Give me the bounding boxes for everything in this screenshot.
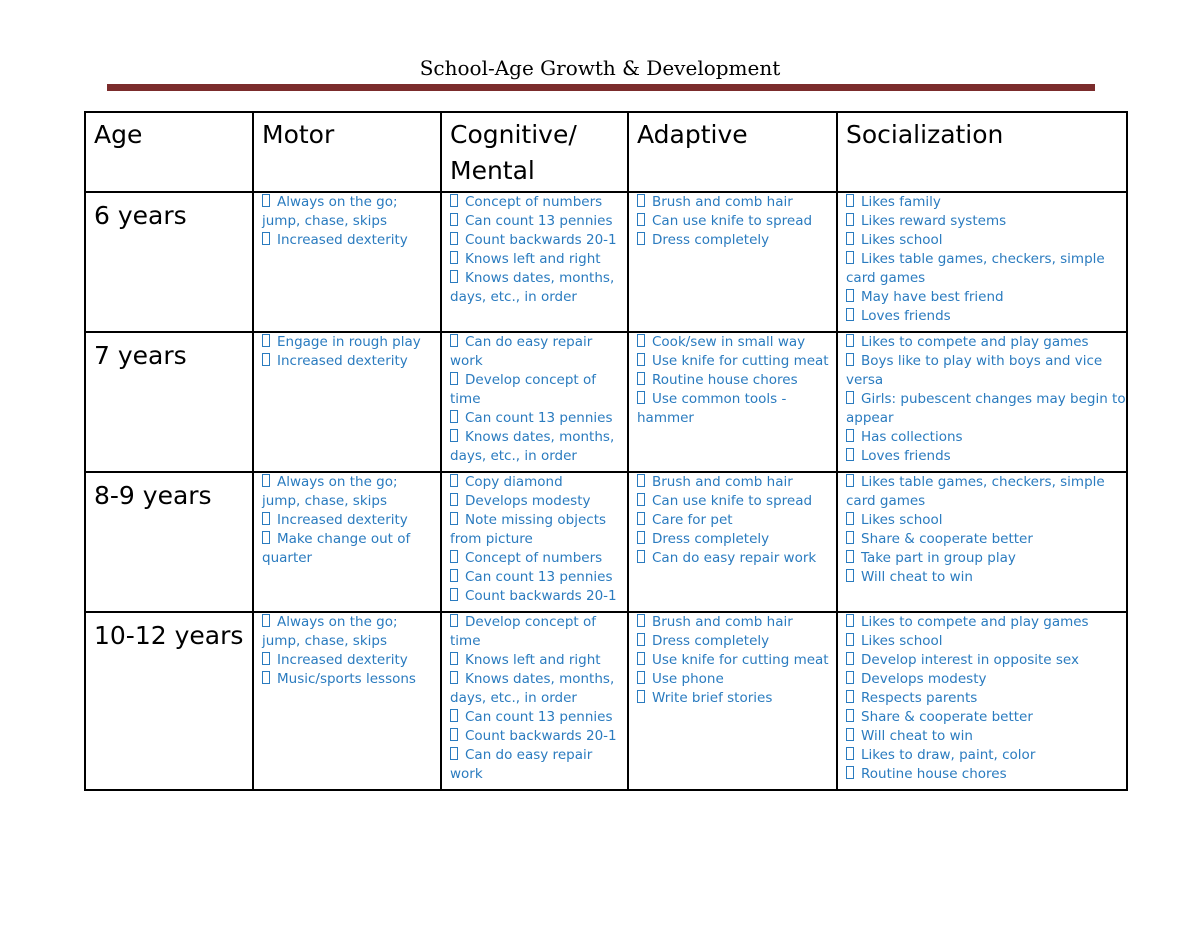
box-bullet-icon [637, 493, 645, 506]
list-item-text: Brush and comb hair [652, 194, 793, 210]
box-bullet-icon [450, 429, 458, 442]
box-bullet-icon [846, 251, 854, 264]
list-item-text: Likes table games, checkers, simple card games [846, 474, 1105, 509]
table-row [85, 472, 1127, 612]
box-bullet-icon [450, 550, 458, 563]
box-bullet-icon [262, 474, 270, 487]
list-item [846, 288, 1126, 307]
box-bullet-icon [846, 633, 854, 646]
box-bullet-icon [450, 232, 458, 245]
list-item [450, 746, 627, 784]
list-item-text: Routine house chores [652, 372, 798, 388]
box-bullet-icon [846, 512, 854, 525]
list-item-text: May have best friend [861, 289, 1004, 305]
box-bullet-icon [846, 391, 854, 404]
list-item [637, 333, 836, 352]
box-bullet-icon [846, 474, 854, 487]
box-bullet-icon [637, 391, 645, 404]
list-item [450, 651, 627, 670]
list-item-text: Routine house chores [861, 766, 1007, 782]
motor-cell [253, 332, 441, 472]
adaptive-cell [628, 192, 837, 332]
list-item [846, 651, 1126, 670]
list-item [846, 549, 1126, 568]
list-item [637, 352, 836, 371]
box-bullet-icon [846, 213, 854, 226]
list-item-text: Brush and comb hair [652, 474, 793, 490]
box-bullet-icon [846, 671, 854, 684]
list-item [637, 371, 836, 390]
list-item [846, 708, 1126, 727]
box-bullet-icon [450, 652, 458, 665]
box-bullet-icon [846, 531, 854, 544]
list-item-text: Respects parents [861, 690, 978, 706]
box-bullet-icon [450, 213, 458, 226]
list-item-text: Concept of numbers [465, 194, 603, 210]
socialization-cell [837, 472, 1127, 612]
box-bullet-icon [846, 448, 854, 461]
box-bullet-icon [846, 690, 854, 703]
box-bullet-icon [637, 652, 645, 665]
box-bullet-icon [846, 747, 854, 760]
age-cell: 7 years [85, 332, 253, 472]
list-item-text: Knows left and right [465, 652, 601, 668]
list-item [846, 250, 1126, 288]
list-item [637, 390, 836, 428]
box-bullet-icon [637, 334, 645, 347]
list-item [450, 492, 627, 511]
list-item [637, 651, 836, 670]
list-item-text: Count backwards 20-1 [465, 588, 617, 604]
list-item-text: Knows dates, months, days, etc., in order [450, 270, 615, 305]
list-item [846, 473, 1126, 511]
list-item [846, 428, 1126, 447]
list-item-text: Dress completely [652, 232, 770, 248]
box-bullet-icon [262, 194, 270, 207]
header-adaptive: Adaptive [628, 112, 837, 192]
list-item-text: Likes school [861, 512, 943, 528]
box-bullet-icon [846, 308, 854, 321]
list-item-text: Can count 13 pennies [465, 213, 613, 229]
list-item-text: Can do easy repair work [450, 747, 593, 782]
list-item [846, 670, 1126, 689]
list-item-text: Develops modesty [465, 493, 591, 509]
list-item [846, 333, 1126, 352]
list-item-text: Use common tools - hammer [637, 391, 787, 426]
box-bullet-icon [450, 474, 458, 487]
list-item-text: Likes reward systems [861, 213, 1007, 229]
list-item-text: Always on the go; jump, chase, skips [262, 194, 398, 229]
list-item-text: Can do easy repair work [652, 550, 817, 566]
box-bullet-icon [637, 232, 645, 245]
box-bullet-icon [450, 747, 458, 760]
adaptive-cell [628, 612, 837, 790]
box-bullet-icon [262, 614, 270, 627]
list-item-text: Likes to compete and play games [861, 334, 1089, 350]
cognitive-cell [441, 472, 628, 612]
box-bullet-icon [637, 372, 645, 385]
box-bullet-icon [846, 728, 854, 741]
list-item-text: Concept of numbers [465, 550, 603, 566]
list-item-text: Dress completely [652, 531, 770, 547]
list-item-text: Can count 13 pennies [465, 569, 613, 585]
list-item-text: Use phone [652, 671, 724, 687]
table-header-row [85, 112, 1127, 192]
adaptive-cell [628, 332, 837, 472]
box-bullet-icon [637, 633, 645, 646]
motor-cell [253, 612, 441, 790]
page-title: School-Age Growth & Development [419, 56, 781, 80]
list-item-text: Dress completely [652, 633, 770, 649]
motor-cell [253, 192, 441, 332]
header-cognitive: Cognitive/ Mental [441, 112, 628, 192]
box-bullet-icon [450, 709, 458, 722]
list-item-text: Share & cooperate better [861, 531, 1033, 547]
list-item [450, 212, 627, 231]
box-bullet-icon [846, 334, 854, 347]
list-item-text: Can use knife to spread [652, 213, 813, 229]
list-item-text: Brush and comb hair [652, 614, 793, 630]
box-bullet-icon [262, 334, 270, 347]
box-bullet-icon [637, 194, 645, 207]
list-item [637, 511, 836, 530]
header-age: Age [85, 112, 253, 192]
list-item-text: Knows left and right [465, 251, 601, 267]
table-row [85, 612, 1127, 790]
list-item-text: Share & cooperate better [861, 709, 1033, 725]
list-item-text: Always on the go; jump, chase, skips [262, 474, 398, 509]
box-bullet-icon [637, 531, 645, 544]
table-body [85, 192, 1127, 790]
box-bullet-icon [450, 194, 458, 207]
list-item-text: Count backwards 20-1 [465, 728, 617, 744]
list-item [450, 371, 627, 409]
box-bullet-icon [846, 709, 854, 722]
list-item [846, 530, 1126, 549]
list-item [846, 212, 1126, 231]
box-bullet-icon [846, 353, 854, 366]
list-item-text: Likes table games, checkers, simple card games [846, 251, 1105, 286]
list-item-text: Increased dexterity [277, 353, 408, 369]
table-row [85, 332, 1127, 472]
list-item-text: Always on the go; jump, chase, skips [262, 614, 398, 649]
list-item [262, 670, 440, 689]
list-item-text: Can count 13 pennies [465, 709, 613, 725]
box-bullet-icon [262, 531, 270, 544]
box-bullet-icon [637, 474, 645, 487]
list-item [846, 746, 1126, 765]
list-item [846, 352, 1126, 390]
box-bullet-icon [450, 410, 458, 423]
list-item [846, 689, 1126, 708]
box-bullet-icon [846, 550, 854, 563]
list-item [450, 549, 627, 568]
list-item [450, 587, 627, 606]
socialization-cell [837, 612, 1127, 790]
list-item-text: Increased dexterity [277, 512, 408, 528]
list-item [637, 212, 836, 231]
list-item [262, 473, 440, 511]
list-item [262, 231, 440, 250]
list-item [450, 708, 627, 727]
list-item [262, 651, 440, 670]
header-socialization: Socialization [837, 112, 1127, 192]
list-item [637, 231, 836, 250]
box-bullet-icon [450, 614, 458, 627]
list-item [637, 632, 836, 651]
list-item-text: Will cheat to win [861, 728, 973, 744]
list-item [637, 473, 836, 492]
box-bullet-icon [450, 728, 458, 741]
box-bullet-icon [262, 512, 270, 525]
list-item [846, 765, 1126, 784]
box-bullet-icon [637, 512, 645, 525]
list-item [262, 333, 440, 352]
list-item [846, 447, 1126, 466]
socialization-cell [837, 192, 1127, 332]
list-item-text: Use knife for cutting meat [652, 353, 829, 369]
list-item-text: Can count 13 pennies [465, 410, 613, 426]
list-item [450, 727, 627, 746]
box-bullet-icon [637, 671, 645, 684]
list-item [450, 333, 627, 371]
list-item-text: Develop concept of time [450, 372, 596, 407]
box-bullet-icon [637, 353, 645, 366]
list-item-text: Likes family [861, 194, 941, 210]
list-item [846, 511, 1126, 530]
list-item [450, 269, 627, 307]
list-item-text: Girls: pubescent changes may begin to appear [846, 391, 1126, 426]
list-item-text: Likes to draw, paint, color [861, 747, 1036, 763]
box-bullet-icon [262, 652, 270, 665]
list-item-text: Can use knife to spread [652, 493, 813, 509]
list-item [262, 530, 440, 568]
list-item [637, 689, 836, 708]
list-item-text: Use knife for cutting meat [652, 652, 829, 668]
list-item-text: Develops modesty [861, 671, 987, 687]
list-item-text: Copy diamond [465, 474, 563, 490]
table-row [85, 192, 1127, 332]
list-item [637, 549, 836, 568]
list-item [450, 250, 627, 269]
box-bullet-icon [450, 569, 458, 582]
list-item-text: Make change out of quarter [262, 531, 411, 566]
box-bullet-icon [450, 251, 458, 264]
box-bullet-icon [637, 550, 645, 563]
motor-cell [253, 472, 441, 612]
list-item [637, 613, 836, 632]
list-item [846, 390, 1126, 428]
adaptive-cell [628, 472, 837, 612]
box-bullet-icon [846, 232, 854, 245]
box-bullet-icon [262, 232, 270, 245]
list-item-text: Increased dexterity [277, 232, 408, 248]
box-bullet-icon [450, 588, 458, 601]
box-bullet-icon [846, 194, 854, 207]
box-bullet-icon [846, 614, 854, 627]
box-bullet-icon [846, 569, 854, 582]
list-item-text: Will cheat to win [861, 569, 973, 585]
list-item-text: Has collections [861, 429, 963, 445]
list-item-text: Loves friends [861, 448, 951, 464]
header-motor: Motor [253, 112, 441, 192]
list-item [262, 352, 440, 371]
list-item-text: Can do easy repair work [450, 334, 593, 369]
list-item [637, 530, 836, 549]
list-item-text: Likes school [861, 633, 943, 649]
list-item [846, 568, 1126, 587]
list-item-text: Write brief stories [652, 690, 773, 706]
list-item [262, 613, 440, 651]
list-item [846, 307, 1126, 326]
cognitive-cell [441, 332, 628, 472]
box-bullet-icon [846, 429, 854, 442]
list-item [637, 193, 836, 212]
list-item-text: Increased dexterity [277, 652, 408, 668]
list-item-text: Knows dates, months, days, etc., in order [450, 671, 615, 706]
list-item-text: Engage in rough play [277, 334, 421, 350]
list-item [262, 193, 440, 231]
list-item [450, 473, 627, 492]
list-item [846, 231, 1126, 250]
box-bullet-icon [450, 334, 458, 347]
list-item [450, 670, 627, 708]
list-item-text: Take part in group play [861, 550, 1016, 566]
box-bullet-icon [846, 652, 854, 665]
list-item-text: Boys like to play with boys and vice versa [846, 353, 1103, 388]
box-bullet-icon [637, 690, 645, 703]
box-bullet-icon [450, 270, 458, 283]
age-cell: 10-12 years [85, 612, 253, 790]
list-item-text: Note missing objects from picture [450, 512, 607, 547]
box-bullet-icon [262, 353, 270, 366]
list-item-text: Care for pet [652, 512, 733, 528]
list-item-text: Music/sports lessons [277, 671, 416, 687]
list-item [450, 613, 627, 651]
list-item-text: Likes school [861, 232, 943, 248]
development-table [84, 111, 1128, 791]
list-item-text: Develop concept of time [450, 614, 596, 649]
age-cell: 8-9 years [85, 472, 253, 612]
box-bullet-icon [450, 493, 458, 506]
box-bullet-icon [450, 671, 458, 684]
box-bullet-icon [846, 289, 854, 302]
list-item [637, 670, 836, 689]
list-item-text: Develop interest in opposite sex [861, 652, 1079, 668]
age-cell: 6 years [85, 192, 253, 332]
box-bullet-icon [637, 614, 645, 627]
list-item [846, 727, 1126, 746]
list-item-text: Cook/sew in small way [652, 334, 806, 350]
list-item [450, 231, 627, 250]
list-item [262, 511, 440, 530]
list-item [846, 613, 1126, 632]
list-item [846, 632, 1126, 651]
list-item [450, 511, 627, 549]
list-item-text: Loves friends [861, 308, 951, 324]
socialization-cell [837, 332, 1127, 472]
cognitive-cell [441, 192, 628, 332]
list-item [450, 428, 627, 466]
title-divider [107, 84, 1095, 91]
box-bullet-icon [637, 213, 645, 226]
list-item-text: Likes to compete and play games [861, 614, 1089, 630]
list-item-text: Knows dates, months, days, etc., in order [450, 429, 615, 464]
list-item [450, 193, 627, 212]
box-bullet-icon [450, 372, 458, 385]
box-bullet-icon [450, 512, 458, 525]
list-item-text: Count backwards 20-1 [465, 232, 617, 248]
cognitive-cell [441, 612, 628, 790]
list-item [637, 492, 836, 511]
list-item [450, 409, 627, 428]
list-item [846, 193, 1126, 212]
box-bullet-icon [846, 766, 854, 779]
list-item [450, 568, 627, 587]
box-bullet-icon [262, 671, 270, 684]
